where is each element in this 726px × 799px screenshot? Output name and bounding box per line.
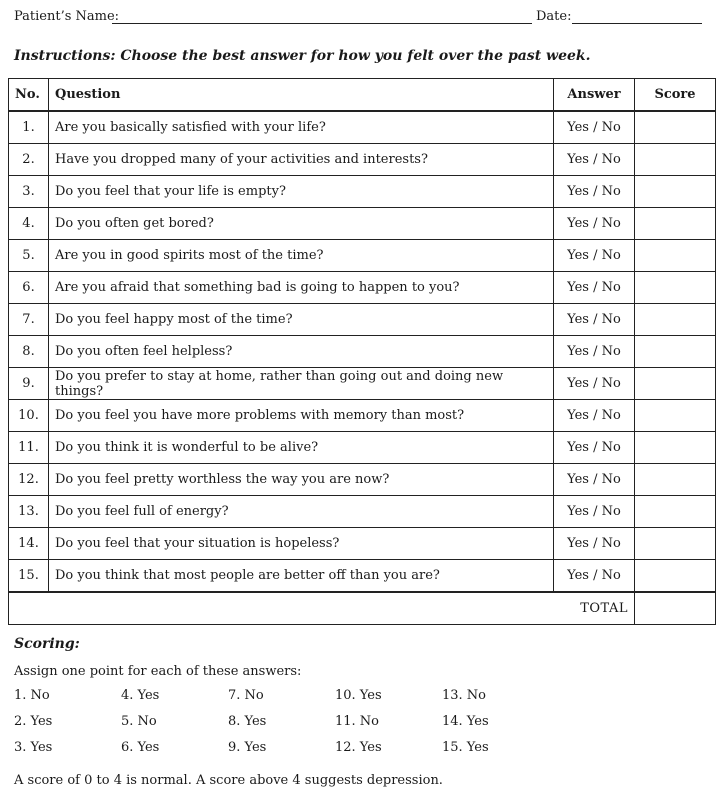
scoring-key-item: 13. No — [442, 688, 487, 703]
question-number: 2. — [9, 144, 49, 176]
score-cell[interactable] — [635, 304, 716, 336]
question-number: 10. — [9, 400, 49, 432]
questionnaire-table — [8, 78, 716, 625]
table-row — [9, 272, 716, 304]
question-text: Do you feel happy most of the time? — [49, 304, 554, 336]
question-number: 3. — [9, 176, 49, 208]
question-text: Do you feel that your life is empty? — [49, 176, 554, 208]
date-field[interactable] — [572, 23, 702, 24]
answer-choice[interactable]: Yes / No — [554, 176, 635, 208]
question-text: Do you think that most people are better off than you are? — [49, 560, 554, 593]
scoring-key-item: 11. No — [335, 714, 380, 729]
question-text: Do you feel pretty worthless the way you are now? — [49, 464, 554, 496]
scoring-key-item: 8. Yes — [228, 714, 267, 729]
table-row — [9, 240, 716, 272]
table-row — [9, 336, 716, 368]
table-row — [9, 528, 716, 560]
question-number: 5. — [9, 240, 49, 272]
scoring-key-item: 5. No — [121, 714, 157, 729]
scoring-key-item: 2. Yes — [14, 714, 53, 729]
question-number: 12. — [9, 464, 49, 496]
col-header-question: Question — [49, 79, 554, 112]
answer-choice[interactable]: Yes / No — [554, 272, 635, 304]
answer-choice[interactable]: Yes / No — [554, 208, 635, 240]
col-header-no: No. — [9, 79, 49, 112]
scoring-key-item: 9. Yes — [228, 740, 267, 755]
scoring-key-item: 10. Yes — [335, 688, 382, 703]
table-row — [9, 111, 716, 144]
question-number: 9. — [9, 368, 49, 400]
score-cell[interactable] — [635, 111, 716, 144]
answer-choice[interactable]: Yes / No — [554, 304, 635, 336]
total-label: TOTAL — [9, 592, 635, 625]
col-header-score: Score — [635, 79, 716, 112]
scoring-key-item: 14. Yes — [442, 714, 489, 729]
question-number: 14. — [9, 528, 49, 560]
scoring-key-item: 6. Yes — [121, 740, 160, 755]
question-text: Do you think it is wonderful to be alive? — [49, 432, 554, 464]
score-cell[interactable] — [635, 176, 716, 208]
question-number: 13. — [9, 496, 49, 528]
score-cell[interactable] — [635, 464, 716, 496]
instructions-text: Instructions: Choose the best answer for how you felt over the past week. — [14, 48, 591, 64]
table-row — [9, 368, 716, 400]
question-number: 7. — [9, 304, 49, 336]
answer-choice[interactable]: Yes / No — [554, 368, 635, 400]
question-text: Do you feel full of energy? — [49, 496, 554, 528]
answer-choice[interactable]: Yes / No — [554, 464, 635, 496]
scoring-key-item: 3. Yes — [14, 740, 53, 755]
question-text: Do you prefer to stay at home, rather than going out and doing new things? — [49, 368, 554, 400]
answer-choice[interactable]: Yes / No — [554, 432, 635, 464]
scoring-key-item: 4. Yes — [121, 688, 160, 703]
table-row — [9, 304, 716, 336]
answer-choice[interactable]: Yes / No — [554, 560, 635, 593]
scoring-key-item: 12. Yes — [335, 740, 382, 755]
question-number: 4. — [9, 208, 49, 240]
question-text: Do you feel you have more problems with memory than most? — [49, 400, 554, 432]
score-cell[interactable] — [635, 528, 716, 560]
answer-choice[interactable]: Yes / No — [554, 336, 635, 368]
table-row — [9, 176, 716, 208]
question-text: Do you feel that your situation is hopeless? — [49, 528, 554, 560]
scoring-instructions: Assign one point for each of these answers: — [14, 664, 302, 679]
score-cell[interactable] — [635, 272, 716, 304]
table-row — [9, 400, 716, 432]
question-text: Are you basically satisfied with your life? — [49, 111, 554, 144]
table-row — [9, 208, 716, 240]
date-label: Date: — [536, 9, 572, 24]
table-row — [9, 496, 716, 528]
answer-choice[interactable]: Yes / No — [554, 496, 635, 528]
score-cell[interactable] — [635, 208, 716, 240]
scoring-key-item: 7. No — [228, 688, 264, 703]
answer-choice[interactable]: Yes / No — [554, 144, 635, 176]
question-text: Do you often get bored? — [49, 208, 554, 240]
col-header-answer: Answer — [554, 79, 635, 112]
score-cell[interactable] — [635, 368, 716, 400]
scoring-key-item: 1. No — [14, 688, 50, 703]
question-text: Do you often feel helpless? — [49, 336, 554, 368]
answer-choice[interactable]: Yes / No — [554, 240, 635, 272]
scoring-key-item: 15. Yes — [442, 740, 489, 755]
total-score-cell[interactable] — [635, 592, 716, 625]
table-row — [9, 144, 716, 176]
table-header-row — [9, 79, 716, 112]
answer-choice[interactable]: Yes / No — [554, 111, 635, 144]
table-row — [9, 560, 716, 593]
patient-name-field[interactable] — [112, 23, 532, 24]
answer-choice[interactable]: Yes / No — [554, 528, 635, 560]
score-cell[interactable] — [635, 496, 716, 528]
question-text: Have you dropped many of your activities and interests? — [49, 144, 554, 176]
score-cell[interactable] — [635, 144, 716, 176]
score-cell[interactable] — [635, 432, 716, 464]
question-number: 15. — [9, 560, 49, 593]
total-row — [9, 592, 716, 625]
score-cell[interactable] — [635, 400, 716, 432]
question-number: 6. — [9, 272, 49, 304]
score-cell[interactable] — [635, 240, 716, 272]
scoring-footer: A score of 0 to 4 is normal. A score above 4 suggests depression. — [14, 773, 443, 788]
table-row — [9, 464, 716, 496]
score-cell[interactable] — [635, 336, 716, 368]
patient-name-label: Patient’s Name: — [14, 9, 120, 24]
question-text: Are you in good spirits most of the time? — [49, 240, 554, 272]
question-number: 8. — [9, 336, 49, 368]
scoring-title: Scoring: — [14, 636, 80, 652]
table-row — [9, 432, 716, 464]
score-cell[interactable] — [635, 560, 716, 593]
answer-choice[interactable]: Yes / No — [554, 400, 635, 432]
question-number: 11. — [9, 432, 49, 464]
question-text: Are you afraid that something bad is going to happen to you? — [49, 272, 554, 304]
patient-header — [14, 9, 712, 29]
question-number: 1. — [9, 111, 49, 144]
